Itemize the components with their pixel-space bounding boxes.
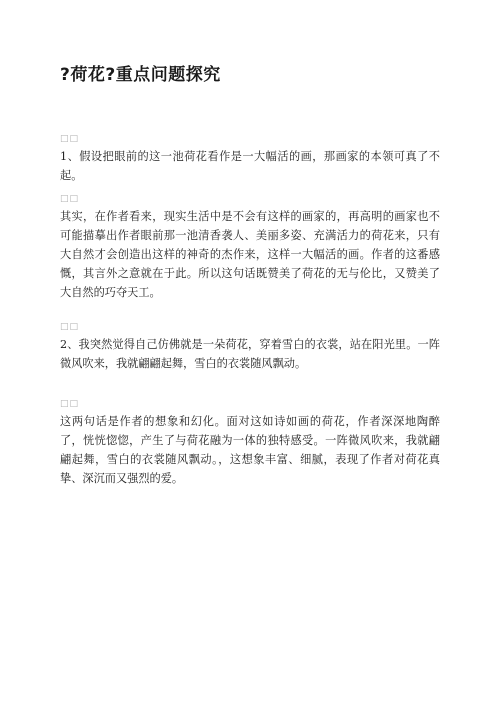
- section-marker: □□: [60, 134, 80, 144]
- section-marker: □□: [60, 194, 80, 204]
- answer-2-text: 这两句话是作者的想象和幻化。面对这如诗如画的荷花，作者深深地陶醉了，恍恍惚惚，产生了与荷花融为一体的独特感受。一阵微风吹来，我就翩翩起舞，雪白的衣裳随风飘动。，这想象丰富、细腻，表现了作者对荷花真挚、深沉而又强烈的爱。: [60, 415, 440, 485]
- answer-1-section: [60, 193, 440, 302]
- question-1-text: 1、假设把眼前的这一池荷花看作是一大幅活的画，那画家的本领可真了不起。: [60, 150, 440, 182]
- section-marker: □□: [60, 322, 80, 332]
- answer-2-section: [60, 398, 440, 488]
- answer-1-text: 其实，在作者看来，现实生活中是不会有这样的画家的，再高明的画家也不可能描摹出作者眼前那一池清香袭人、美丽多姿、充满活力的荷花来，只有大自然才会创造出这样的神奇的杰作来，这样一大幅活的画。作者的这番感慨，其言外之意就在于此。所以这句话既赞美了荷花的无与伦比，又赞美了大自然的巧夺天工。: [60, 210, 440, 299]
- question-2-section: [60, 321, 440, 373]
- page-title: ?荷花?重点问题探究: [60, 65, 221, 85]
- section-marker: □□: [60, 399, 80, 409]
- question-1-section: [60, 133, 440, 185]
- question-2-text: 2、我突然觉得自己仿佛就是一朵荷花，穿着雪白的衣裳，站在阳光里。一阵微风吹来，我就翩翩起舞，雪白的衣裳随风飘动。: [60, 338, 440, 370]
